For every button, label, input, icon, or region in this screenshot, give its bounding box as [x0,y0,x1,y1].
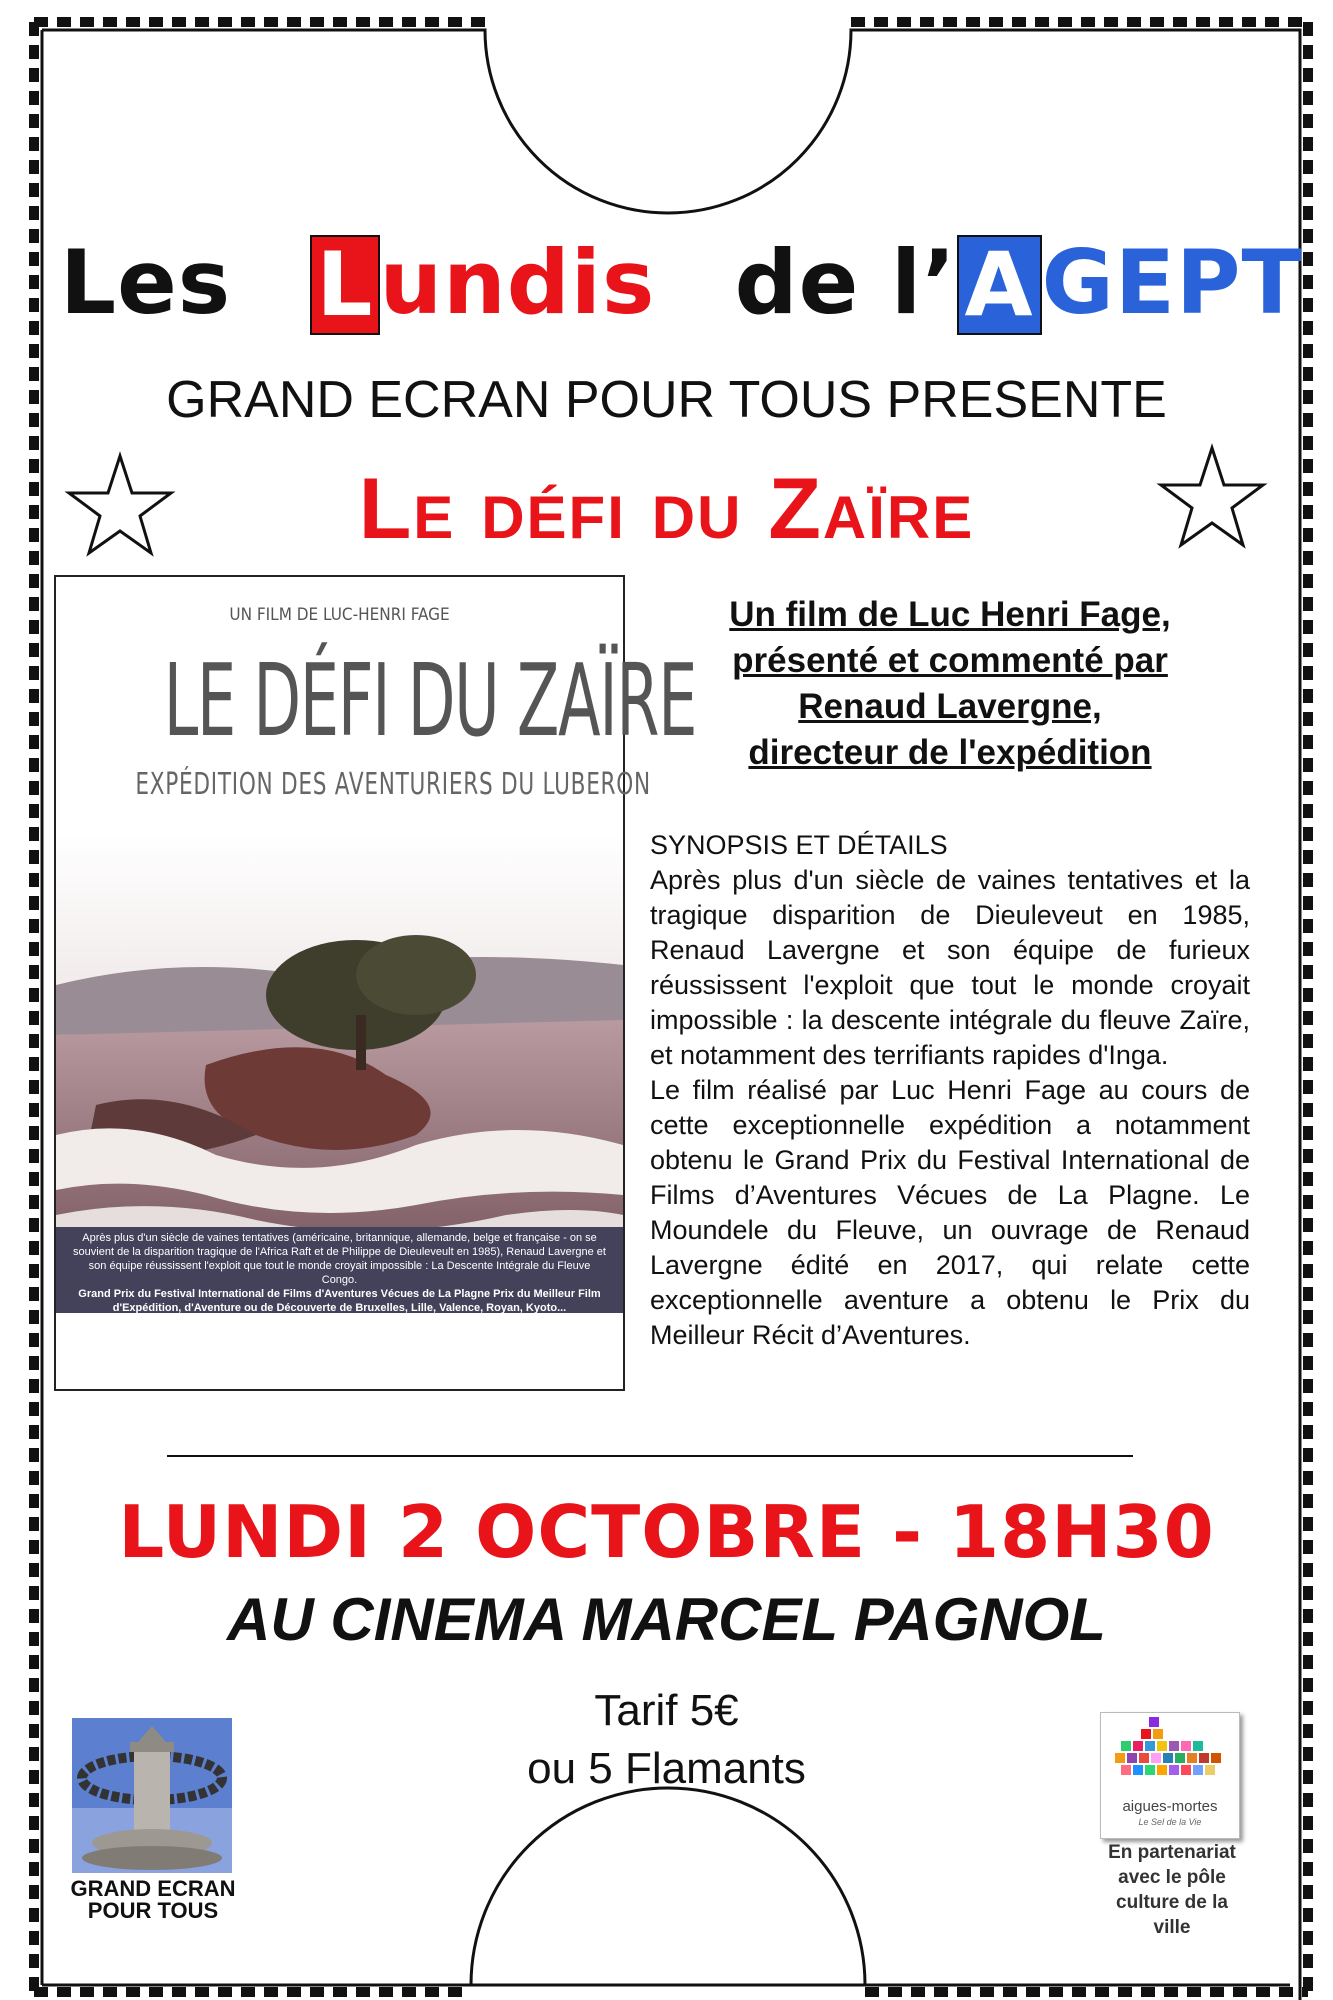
credits-line-2: présenté et commenté par [732,641,1168,680]
title-agept-rest: GEPT [1041,231,1303,334]
aigues-mortes-logo [1100,1712,1240,1839]
poster-title: LE DÉFI DU ZAÏRE [163,642,697,759]
price-line-2: ou 5 Flamants [527,1744,806,1793]
presenter-subtitle: GRAND ECRAN POUR TOUS PRESENTE [166,371,1167,429]
star-right-icon [1161,448,1263,545]
star-left-icon [69,456,171,553]
poster-info-band [56,1227,623,1313]
film-title: Le défi du Zaïre [358,461,975,557]
aigues-mortes-mosaic [1101,1713,1239,1793]
title-de: de l’ [734,231,957,334]
partnership-line-4: ville [1153,1917,1191,1938]
credits-line-3: Renaud Lavergne, [798,687,1102,726]
aigues-mortes-brand: aigues-mortes [1122,1798,1218,1815]
partnership-text [1082,1840,1262,1940]
credits-line-1: Un film de Luc Henri Fage, [729,595,1171,634]
event-series-title [60,228,1303,338]
grand-ecran-logo-text [58,1878,248,1922]
synopsis-heading: SYNOPSIS ET DÉTAILS [650,830,948,860]
film-poster [54,575,697,1391]
poster-band-text: Après plus d'un siècle de vaines tentatives (américaine, britannique, allemande, belge et française - on se souvient de la disparition tragique de l'Africa Raft et de Philippe de Dieuleveult en 1985), Renaud Lavergne et son équipe réussissent l'exploit que tout le monde croyait impossible : La Descente Intégrale du Fleuve Congo. [73,1232,606,1286]
event-venue: AU CINEMA MARCEL PAGNOL [227,1586,1106,1653]
synopsis [650,828,1250,1353]
title-lundis-rest: undis [379,231,656,334]
grand-ecran-logo [72,1718,232,1873]
poster-director: UN FILM DE LUC-HENRI FAGE [229,605,450,625]
price-line-1: Tarif 5€ [594,1686,739,1735]
logo-left-line-1: GRAND ECRAN [70,1876,236,1901]
event-price [360,1682,973,1798]
partnership-line-3: culture de la [1116,1892,1228,1913]
film-credits [660,592,1240,776]
credits-line-4: directeur de l'expédition [748,733,1152,772]
title-lundis-initial: L [310,235,379,335]
poster-subtitle: EXPÉDITION DES AVENTURIERS DU LUBERON [135,767,651,802]
poster-band-awards: Grand Prix du Festival International de Films d'Aventures Vécues de La Plagne Prix du Meilleur Film d'Expédition, d'Aventure ou de Découverte de Bruxelles, Lille, Valence, Royan, Kyoto... [78,1288,601,1314]
logo-left-line-2: POUR TOUS [87,1898,219,1923]
aigues-mortes-tagline: Le Sel de la Vie [1138,1817,1202,1827]
synopsis-paragraph-2: Le film réalisé par Luc Henri Fage au cours de cette exceptionnelle expédition a notamment obtenu le Grand Prix du Festival International de Films d’Aventures Vécues de La Plagne. Le Moundele du Fleuve, un ouvrage de Renaud Lavergne édité en 2017, qui relate cette exceptionnelle aventure a obtenu le Prix du Meilleur Récit d’Aventures. [650,1075,1250,1350]
divider [167,1455,1133,1457]
event-date: LUNDI 2 OCTOBRE - 18H30 [118,1490,1215,1574]
title-les: Les [60,231,232,334]
synopsis-paragraph-1: Après plus d'un siècle de vaines tentatives et la tragique disparition de Dieuleveut en 1985, Renaud Lavergne et son équipe de furieux réussissent l'exploit que tout le monde croyait impossible : la descente intégrale du fleuve Zaïre, et notamment des terrifiants rapides d'Inga. [650,865,1250,1070]
river-rapids-image [56,835,623,1255]
partnership-line-2: avec le pôle [1118,1867,1226,1888]
partnership-line-1: En partenariat [1108,1842,1236,1863]
title-agept-initial: A [957,235,1042,335]
